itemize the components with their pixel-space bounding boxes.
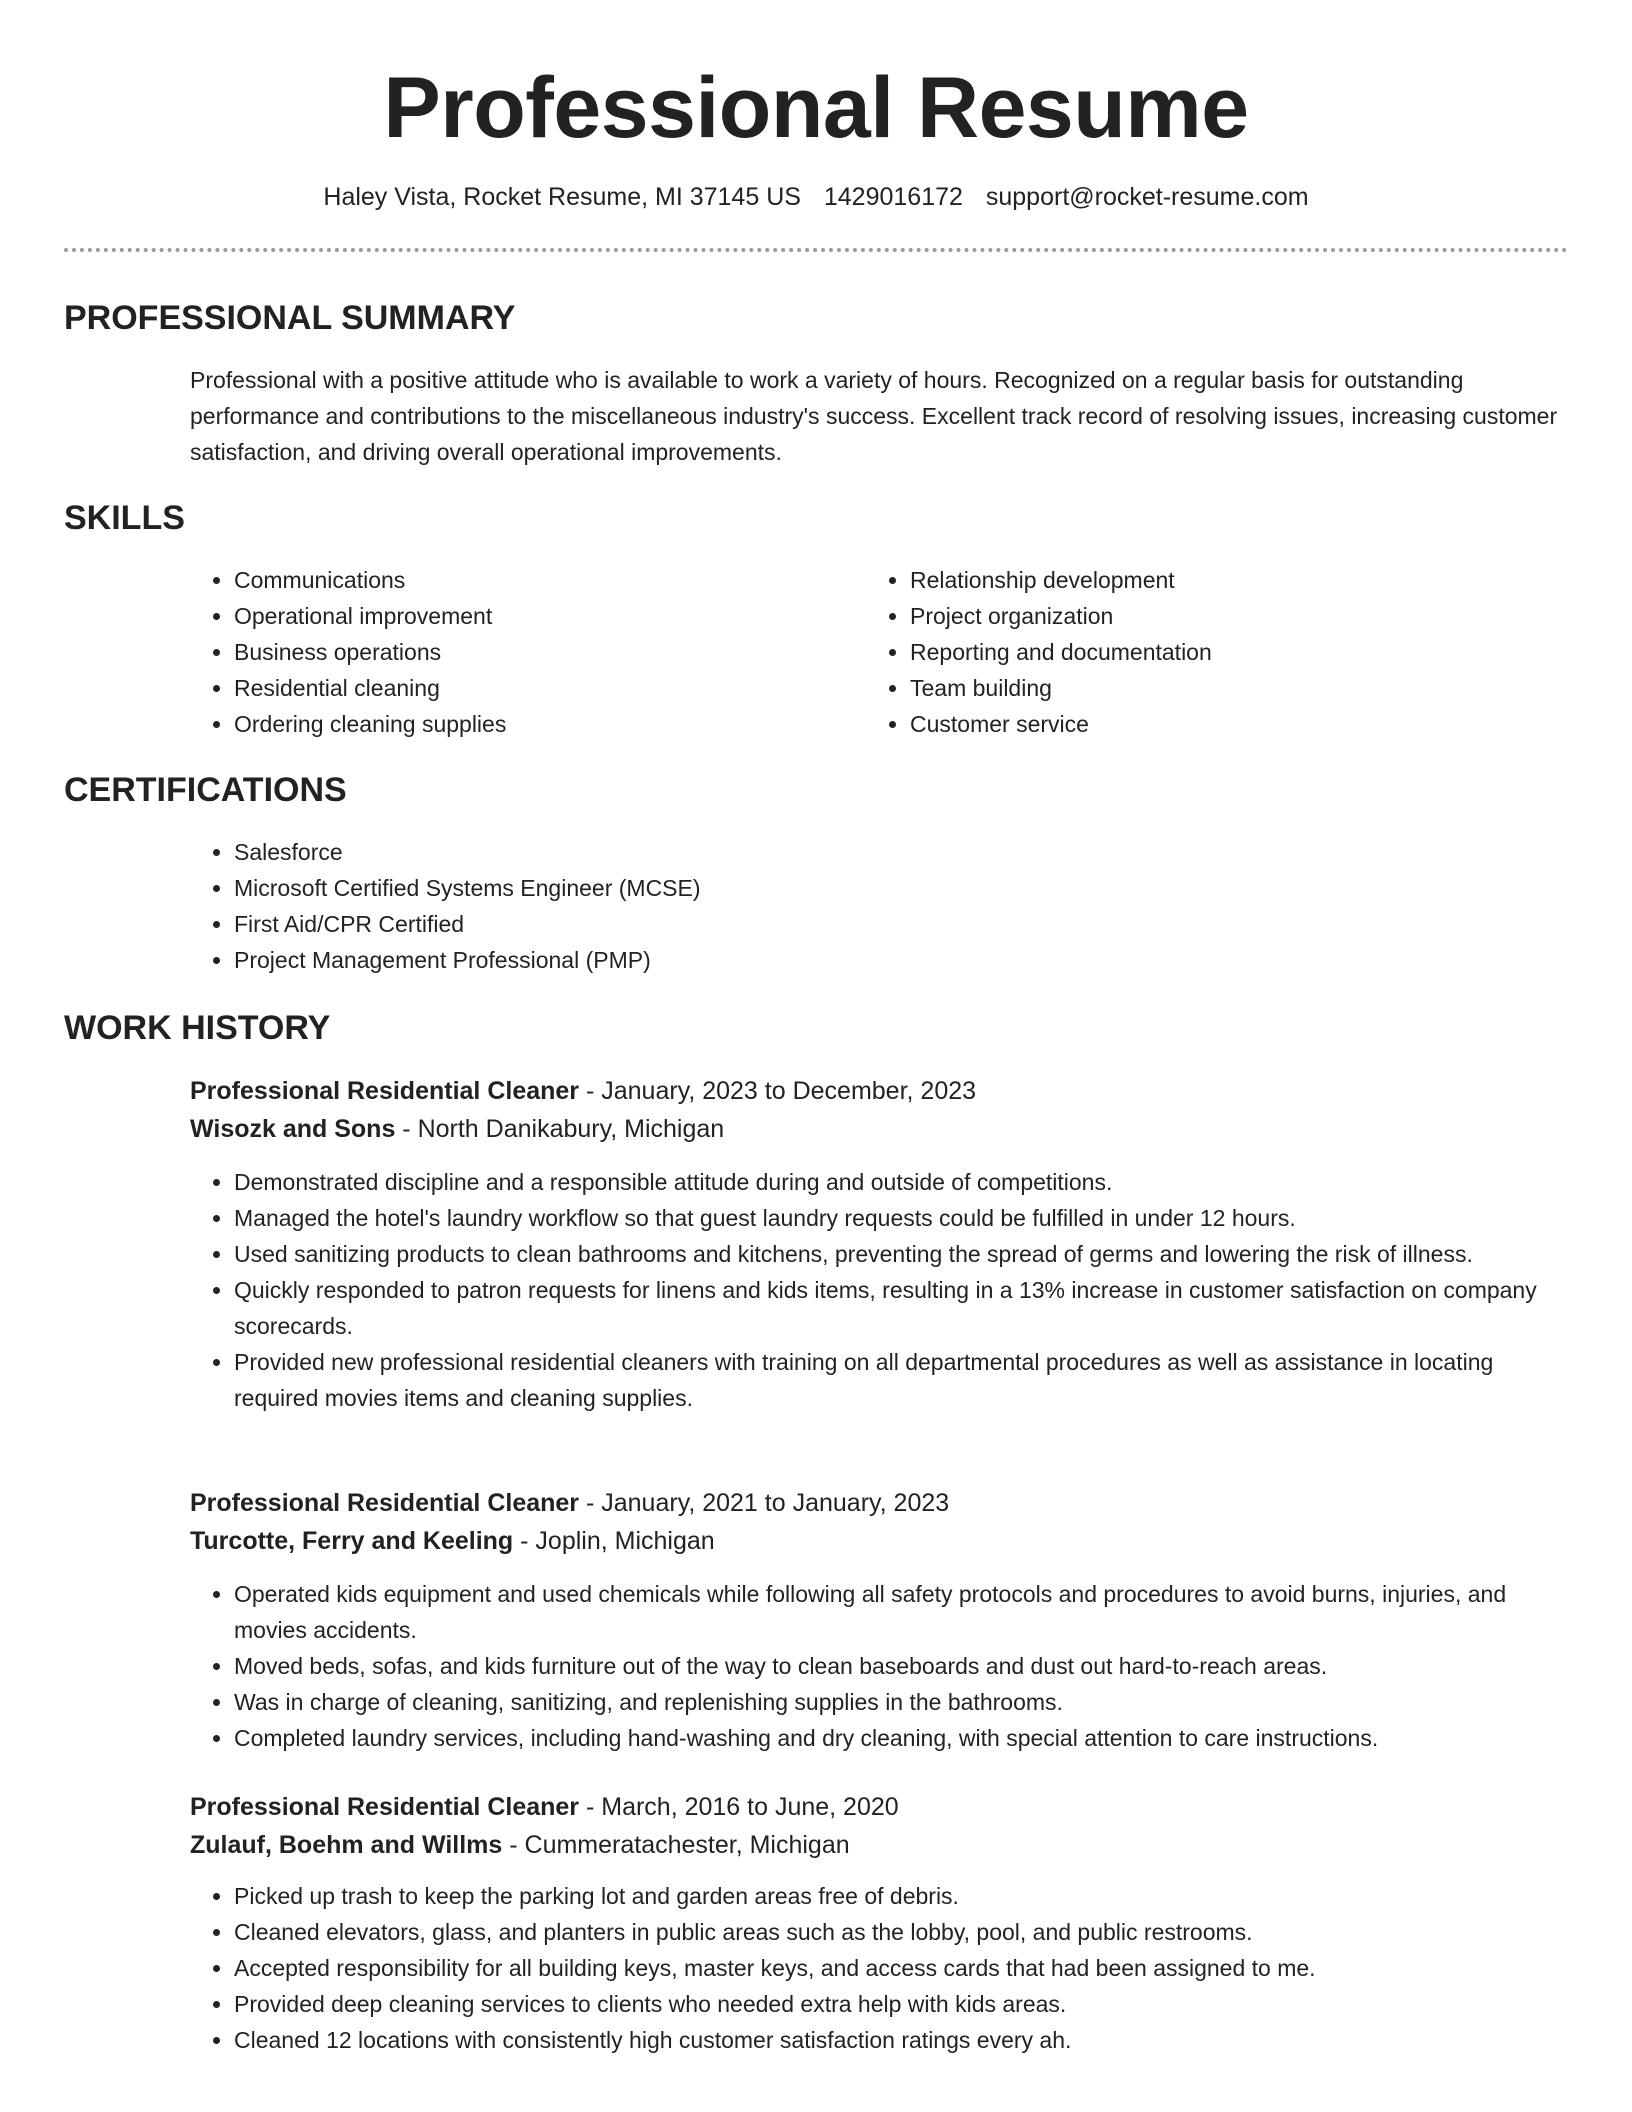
contact-phone: 1429016172: [823, 183, 963, 211]
job-bullets: [190, 1576, 1568, 1756]
job-dates: - January, 2021 to January, 2023: [579, 1489, 950, 1517]
list-item: • Cleaned elevators, glass, and planters in public areas such as the lobby, pool, and public restrooms.: [234, 1914, 1568, 1950]
contact-address: Haley Vista, Rocket Resume, MI 37145 US: [323, 183, 801, 211]
skills-list-left: [190, 562, 854, 742]
job-bullets: [190, 1878, 1568, 2058]
list-item: • Completed laundry services, including hand-washing and dry cleaning, with special attention to care instructions.: [234, 1720, 1568, 1756]
list-item: • Managed the hotel's laundry workflow so that guest laundry requests could be fulfilled in under 12 hours.: [234, 1200, 1568, 1236]
skills-list-right: [866, 562, 1590, 742]
list-item: • Used sanitizing products to clean bathrooms and kitchens, preventing the spread of germs and lowering the risk of illness.: [234, 1236, 1568, 1272]
list-item: • Operational improvement: [234, 598, 854, 634]
list-item: • Quickly responded to patron requests for linens and kids items, resulting in a 13% increase in customer satisfaction on company scorecards.: [234, 1272, 1568, 1344]
job-dates: - January, 2023 to December, 2023: [579, 1077, 977, 1105]
list-item: • Provided deep cleaning services to clients who needed extra help with kids areas.: [234, 1986, 1568, 2022]
list-item: • Reporting and documentation: [910, 634, 1590, 670]
list-item: • Project Management Professional (PMP): [234, 942, 1534, 978]
list-item: • Project organization: [910, 598, 1590, 634]
job-title-line: [190, 1788, 899, 1826]
list-item: • Operated kids equipment and used chemicals while following all safety protocols and procedures to avoid burns, injuries, and movies accidents.: [234, 1576, 1568, 1648]
job-company: Wisozk and Sons: [190, 1115, 396, 1143]
list-item: • Cleaned 12 locations with consistently high customer satisfaction ratings every ah.: [234, 2022, 1568, 2058]
contact-email: support@rocket-resume.com: [985, 183, 1309, 211]
contact-line: [64, 180, 1568, 214]
job-company-line: [190, 1826, 850, 1864]
job-title-line: [190, 1072, 976, 1110]
job-title: Professional Residential Cleaner: [190, 1793, 580, 1821]
list-item: • Relationship development: [910, 562, 1590, 598]
resume-title: Professional Resume: [383, 60, 1249, 156]
resume-page: [64, 0, 1568, 2053]
list-item: • Communications: [234, 562, 854, 598]
summary-text: Professional with a positive attitude who is available to work a variety of hours. Recognized on a regular basis for outstanding performance and contributions to the miscellaneous industry's success. Excellent track record of resolving issues, increasing customer satisfaction, and driving overall operational improvements.: [190, 367, 1558, 465]
job-bullets: [190, 1164, 1568, 1416]
list-item: • Team building: [910, 670, 1590, 706]
certifications-list: [190, 834, 1534, 978]
list-item: • Residential cleaning: [234, 670, 854, 706]
list-item: • Was in charge of cleaning, sanitizing, and replenishing supplies in the bathrooms.: [234, 1684, 1568, 1720]
job-location: - Joplin, Michigan: [513, 1527, 715, 1555]
certifications-heading: CERTIFICATIONS: [64, 771, 347, 809]
list-item: • Accepted responsibility for all building keys, master keys, and access cards that had been assigned to me.: [234, 1950, 1568, 1986]
summary-heading: PROFESSIONAL SUMMARY: [64, 299, 516, 337]
list-item: • First Aid/CPR Certified: [234, 906, 1534, 942]
job-title: Professional Residential Cleaner: [190, 1077, 580, 1105]
list-item: • Business operations: [234, 634, 854, 670]
list-item: • Demonstrated discipline and a responsible attitude during and outside of competitions.: [234, 1164, 1568, 1200]
list-item: • Picked up trash to keep the parking lot and garden areas free of debris.: [234, 1878, 1568, 1914]
job-title: Professional Residential Cleaner: [190, 1489, 580, 1517]
job-company: Turcotte, Ferry and Keeling: [190, 1527, 514, 1555]
list-item: • Customer service: [910, 706, 1590, 742]
list-item: • Salesforce: [234, 834, 1534, 870]
job-company: Zulauf, Boehm and Willms: [190, 1831, 503, 1859]
job-dates: - March, 2016 to June, 2020: [579, 1793, 899, 1821]
skills-heading: SKILLS: [64, 499, 185, 537]
job-title-line: [190, 1484, 949, 1522]
list-item: • Ordering cleaning supplies: [234, 706, 854, 742]
list-item: • Microsoft Certified Systems Engineer (MCSE): [234, 870, 1534, 906]
job-company-line: [190, 1522, 715, 1560]
job-location: - North Danikabury, Michigan: [395, 1115, 725, 1143]
job-location: - Cummeratachester, Michigan: [502, 1831, 850, 1859]
work-history-heading: WORK HISTORY: [64, 1009, 331, 1047]
list-item: • Moved beds, sofas, and kids furniture out of the way to clean baseboards and dust out hard-to-reach areas.: [234, 1648, 1568, 1684]
list-item: • Provided new professional residential cleaners with training on all departmental procedures as well as assistance in locating required movies items and cleaning supplies.: [234, 1344, 1568, 1416]
job-company-line: [190, 1110, 724, 1148]
header-divider: [64, 248, 1568, 252]
